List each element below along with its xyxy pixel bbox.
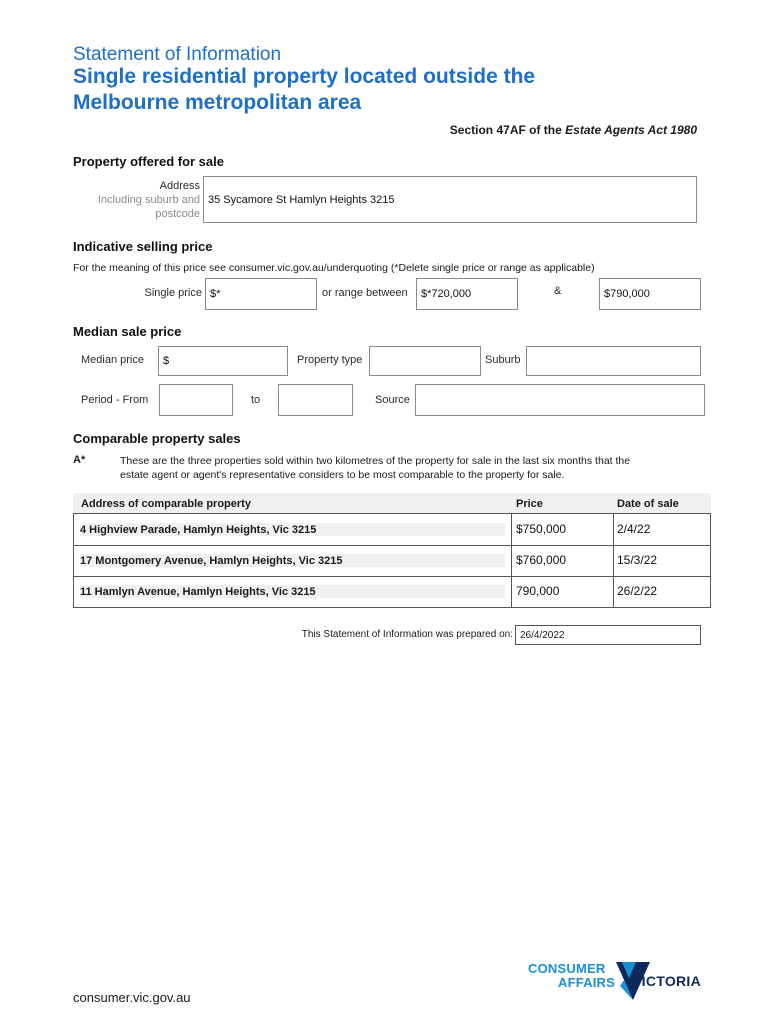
single-price-field[interactable]: [205, 278, 317, 310]
col-price-header: Price: [516, 498, 543, 510]
address-label-line-3: postcode: [155, 208, 200, 220]
address-field[interactable]: [203, 176, 697, 223]
col-date-header: Date of sale: [617, 498, 679, 510]
comparable-description-line-1: These are the three properties sold within two kilometres of the property for sale in the last six months that the: [120, 455, 631, 467]
comparable-price: $760,000: [516, 553, 567, 567]
col-address-header: Address of comparable property: [81, 498, 251, 510]
comparable-price: 790,000: [516, 584, 560, 598]
comparable-heading: Comparable property sales: [73, 431, 241, 446]
range-label: or range between: [322, 287, 408, 299]
comparable-address: 17 Montgomery Avenue, Hamlyn Heights, Vic 3215: [80, 554, 505, 567]
table-header-row: [73, 493, 711, 513]
source-label: Source: [375, 394, 410, 406]
address-label: [98, 179, 200, 221]
period-from-field[interactable]: [159, 384, 233, 416]
section-reference: [450, 123, 697, 137]
indicative-heading: Indicative selling price: [73, 239, 213, 254]
range-high-value: $790,000: [604, 288, 650, 300]
comparable-price: $750,000: [516, 522, 567, 536]
prepared-date-field[interactable]: [515, 625, 701, 645]
table-body: [73, 513, 711, 608]
comparable-address: 4 Highview Parade, Hamlyn Heights, Vic 3215: [80, 523, 505, 536]
prepared-date-value: 26/4/2022: [520, 630, 565, 641]
median-price-field[interactable]: [158, 346, 288, 376]
table-row: [74, 545, 710, 576]
median-price-value: $: [163, 355, 170, 367]
comparable-date: 26/2/22: [617, 584, 658, 598]
range-low-value: $*720,000: [421, 288, 472, 300]
page-title-line-1: Single residential property located outside the: [73, 65, 536, 88]
range-separator: &: [554, 285, 562, 297]
comparable-address: 11 Hamlyn Avenue, Hamlyn Heights, Vic 3215: [80, 585, 505, 598]
single-price-label: Single price: [144, 287, 202, 299]
address-value: 35 Sycamore St Hamlyn Heights 3215: [208, 194, 395, 206]
comparable-description-line-2: estate agent or agent's representative considers to be most comparable to the property for sale.: [120, 469, 565, 481]
suburb-label: Suburb: [485, 354, 521, 366]
comparable-description: [120, 454, 630, 482]
comparable-table: [73, 493, 711, 608]
supertitle: Statement of Information: [73, 44, 282, 65]
comparable-date: 2/4/22: [617, 522, 651, 536]
comparable-date: 15/3/22: [617, 553, 658, 567]
property-type-label: Property type: [297, 354, 363, 366]
logo-victoria: VICTORIA: [632, 973, 702, 989]
page-title-line-2: Melbourne metropolitan area: [73, 91, 362, 114]
median-heading: Median sale price: [73, 324, 182, 339]
period-to-field[interactable]: [278, 384, 353, 416]
source-field[interactable]: [415, 384, 705, 416]
suburb-field[interactable]: [526, 346, 701, 376]
indicative-note: For the meaning of this price see consumer.vic.gov.au/underquoting (*Delete single price or range as applicable): [73, 262, 595, 274]
logo-affairs: AFFAIRS: [558, 975, 616, 990]
section-prefix: Section 47AF of the: [449, 123, 566, 137]
range-low-field[interactable]: [416, 278, 518, 310]
table-row: [74, 576, 710, 607]
median-price-label: Median price: [81, 354, 144, 366]
property-type-field[interactable]: [369, 346, 481, 376]
consumer-affairs-victoria-logo: [528, 958, 708, 1004]
single-price-value: $*: [210, 288, 221, 300]
comparable-marker: A*: [73, 454, 86, 466]
table-row: [74, 514, 710, 545]
footer-url: consumer.vic.gov.au: [73, 990, 191, 1005]
section-act: Estate Agents Act 1980: [565, 123, 697, 137]
prepared-label: This Statement of Information was prepared on:: [301, 629, 513, 640]
period-from-label: Period - From: [81, 394, 149, 406]
range-high-field[interactable]: [599, 278, 701, 310]
address-label-line-1: Address: [159, 180, 200, 192]
address-label-line-2: Including suburb and: [97, 194, 200, 206]
property-heading: Property offered for sale: [73, 154, 224, 169]
logo-consumer: CONSUMER: [528, 961, 606, 976]
period-to-label: to: [251, 394, 261, 406]
